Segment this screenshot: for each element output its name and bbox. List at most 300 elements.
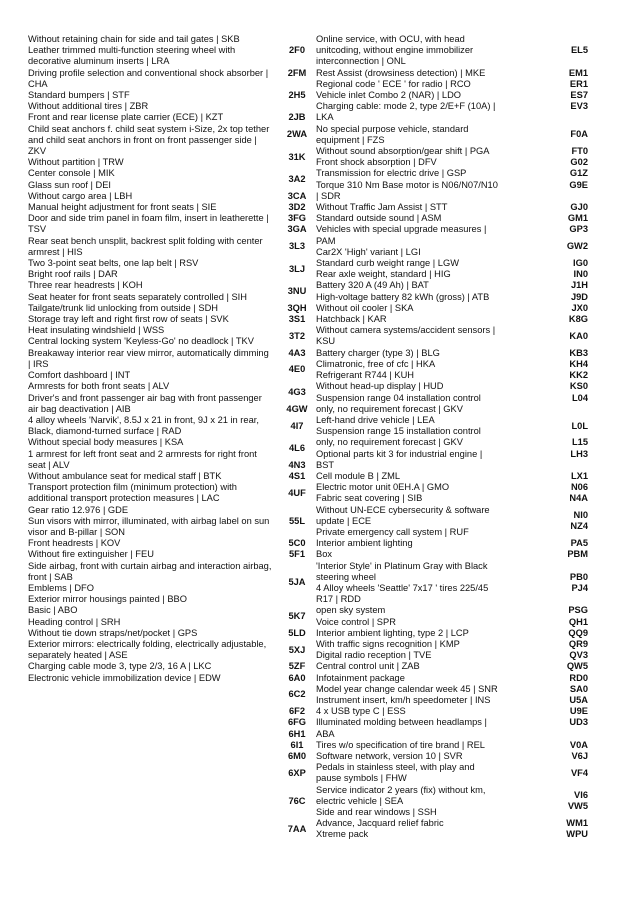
equipment-entry: Rear seat bench unsplit, backrest split folding with center armrest | HIS xyxy=(28,235,263,257)
description-line: Hatchback | KAR xyxy=(316,314,387,325)
option-row xyxy=(278,325,608,347)
option-code: 6I1 xyxy=(290,739,304,750)
equipment-code-group xyxy=(548,437,608,459)
option-code: 4I7 xyxy=(290,420,304,431)
description-line: interconnection | ONL xyxy=(316,56,406,67)
description-line: Digital radio reception | TVE xyxy=(316,650,432,661)
option-row xyxy=(278,673,608,684)
equipment-code: PJ4 xyxy=(571,582,588,593)
option-description xyxy=(316,684,548,706)
equipment-entry: Driver's and front passenger air bag with front passenger air bag deactivation | AIB xyxy=(28,392,262,414)
option-row xyxy=(278,381,608,403)
option-description xyxy=(316,628,548,639)
description-line: No special purpose vehicle, standard xyxy=(316,123,469,134)
equipment-code: QW5 xyxy=(566,661,588,672)
equipment-code-group xyxy=(548,258,608,280)
option-code: 5F1 xyxy=(288,549,306,560)
equipment-entry: Breakaway interior rear view mirror, automatically dimming | IRS xyxy=(28,347,269,369)
description-line: Car2X 'High' variant | LGI xyxy=(316,246,421,257)
equipment-entry: Electronic vehicle immobilization device | EDW xyxy=(28,672,221,683)
description-line: Left-hand drive vehicle | LEA xyxy=(316,414,435,425)
option-code: 3NU xyxy=(287,286,307,297)
equipment-code: GJ0 xyxy=(570,202,588,213)
equipment-code: ER1 xyxy=(569,78,588,89)
equipment-code: V0A xyxy=(569,739,588,750)
equipment-entry: Gear ratio 12.976 | GDE xyxy=(28,504,129,515)
equipment-code-group xyxy=(548,768,608,779)
option-code: 4A3 xyxy=(288,347,306,358)
option-row xyxy=(278,437,608,459)
option-description xyxy=(316,762,548,784)
description-line: ABA xyxy=(316,728,335,739)
equipment-code: QQ9 xyxy=(568,627,588,638)
description-line: Optional parts kit 3 for industrial engine | xyxy=(316,448,483,459)
equipment-code-group xyxy=(548,740,608,751)
equipment-entry: Without cargo area | LBH xyxy=(28,190,133,201)
equipment-code: U9E xyxy=(569,706,588,717)
option-row xyxy=(278,348,608,359)
option-row xyxy=(278,729,608,740)
description-line: Standard outside sound | ASM xyxy=(316,213,442,224)
description-line: Fabric seat covering | SIB xyxy=(316,493,423,504)
equipment-code-group xyxy=(548,482,608,504)
option-row xyxy=(278,538,608,549)
equipment-entry: Three rear headrests | KOH xyxy=(28,280,143,291)
equipment-code-group xyxy=(548,129,608,140)
option-row xyxy=(278,124,608,146)
equipment-entry: Without retaining chain for side and tail gates | SKB xyxy=(28,34,240,44)
option-description xyxy=(316,280,548,302)
option-description xyxy=(316,785,548,819)
description-line: Side and rear windows | SSH xyxy=(316,807,437,818)
equipment-code-group xyxy=(548,79,608,113)
equipment-code-group xyxy=(548,673,608,684)
description-line: Illuminated molding between headlamps | xyxy=(316,717,487,728)
equipment-entry: Storage tray left and right first row of seats | SVK xyxy=(28,314,229,325)
option-row xyxy=(278,706,608,717)
option-code: 6M0 xyxy=(287,751,307,761)
description-line: Without oil cooler | SKA xyxy=(316,302,414,313)
option-row xyxy=(278,639,608,661)
description-line: unitcoding, without engine immobilizer xyxy=(316,45,474,56)
option-code: 4L6 xyxy=(288,442,306,453)
option-code: 3QH xyxy=(287,302,307,313)
option-code: 5K7 xyxy=(288,610,306,621)
equipment-entry: 4 alloy wheels 'Narvik', 8.5J x 21 in front, 9J x 21 in rear, Black, diamond-turned surface | RAD xyxy=(28,414,259,437)
option-description xyxy=(316,605,548,627)
option-description xyxy=(316,415,548,437)
option-description xyxy=(316,34,548,68)
option-description xyxy=(316,471,548,482)
option-code: 5JA xyxy=(288,577,306,588)
description-line: Cell module B | ZML xyxy=(316,470,401,481)
description-line: Charging cable: mode 2, type 2/E+F (10A) | xyxy=(316,101,496,112)
option-description xyxy=(316,79,548,113)
equipment-code: GM1 xyxy=(567,213,588,224)
option-row xyxy=(278,505,608,539)
option-code: 4GW xyxy=(286,403,308,414)
option-row xyxy=(278,628,608,639)
equipment-code: N06 xyxy=(570,482,588,493)
description-line: only, no requirement forecast | GKV xyxy=(316,403,463,414)
equipment-entry: Driving profile selection and conventional shock absorber | CHA xyxy=(28,67,269,89)
equipment-code-group xyxy=(548,717,608,728)
equipment-entry: Emblems | DFO xyxy=(28,582,94,593)
description-line: Interior ambient lighting, type 2 | LCP xyxy=(316,627,469,638)
description-line: Rest Assist (drowsiness detection) | MKE xyxy=(316,67,486,78)
option-description xyxy=(316,661,548,672)
option-row xyxy=(278,404,608,415)
option-code: 4S1 xyxy=(288,470,306,481)
option-description xyxy=(316,561,548,606)
option-row xyxy=(278,471,608,482)
equipment-code-group xyxy=(548,572,608,594)
option-description xyxy=(316,325,548,347)
equipment-code: EV3 xyxy=(570,101,588,112)
equipment-code: KS0 xyxy=(569,381,588,392)
description-line: Regional code ' ECE ' for radio | RCO xyxy=(316,78,471,89)
description-line: Online service, with OCU, with head xyxy=(316,34,465,44)
description-line: Instrument insert, km/h speedometer | INS xyxy=(316,694,491,705)
option-description xyxy=(316,404,548,415)
option-code: 3A2 xyxy=(288,174,306,185)
option-code: 2F0 xyxy=(288,45,306,56)
equipment-entry: Two 3-point seat belts, one lap belt | RSV xyxy=(28,258,199,269)
option-description xyxy=(316,740,548,751)
description-line: equipment | FZS xyxy=(316,134,385,145)
equipment-entry: Charging cable mode 3, type 2/3, 16 A | LKC xyxy=(28,661,212,672)
description-line: KSU xyxy=(316,336,336,347)
equipment-code: UD3 xyxy=(569,717,588,728)
option-description xyxy=(316,124,548,146)
equipment-code-group xyxy=(548,213,608,224)
equipment-entry: Without additional tires | ZBR xyxy=(28,101,149,112)
option-code: 3L3 xyxy=(288,241,306,252)
equipment-code: SA0 xyxy=(569,683,588,694)
option-description xyxy=(316,706,548,717)
description-line: Suspension range 15 installation control xyxy=(316,426,481,437)
equipment-code-group xyxy=(548,146,608,168)
equipment-entry: 1 armrest for left front seat and 2 armrests for right front seat | ALV xyxy=(28,448,257,470)
equipment-code: KA0 xyxy=(569,330,588,341)
option-description xyxy=(316,751,548,762)
option-description xyxy=(316,549,548,560)
option-code: 6H1 xyxy=(288,728,306,739)
description-line: Software network, version 10 | SVR xyxy=(316,751,463,761)
option-code: 31K xyxy=(288,151,306,162)
option-description xyxy=(316,236,548,258)
option-row xyxy=(278,661,608,672)
equipment-code-group xyxy=(548,605,608,627)
option-description xyxy=(316,482,548,504)
option-description xyxy=(316,258,548,280)
equipment-code: U5A xyxy=(569,694,588,705)
option-row xyxy=(278,460,608,471)
option-code: 2H5 xyxy=(288,90,306,101)
option-code: 3T2 xyxy=(288,330,306,341)
equipment-entry: Manual height adjustment for front seats | SIE xyxy=(28,202,217,213)
option-row xyxy=(278,112,608,123)
equipment-code: K8G xyxy=(568,314,588,325)
option-row xyxy=(278,359,608,381)
option-description xyxy=(316,717,548,728)
description-line: steering wheel xyxy=(316,571,376,582)
option-row xyxy=(278,482,608,504)
equipment-code-group xyxy=(548,241,608,252)
equipment-code: WM1 xyxy=(566,818,588,829)
option-description xyxy=(316,146,548,168)
option-code: 5LD xyxy=(288,627,306,638)
description-line: Voice control | SPR xyxy=(316,616,396,627)
option-row xyxy=(278,751,608,762)
option-description xyxy=(316,818,548,840)
equipment-code: NI0 xyxy=(573,510,588,521)
option-code: 3S1 xyxy=(288,314,306,325)
option-description xyxy=(316,303,548,314)
equipment-code: RD0 xyxy=(569,672,588,683)
equipment-entry: Central locking system 'Keyless-Go' no deadlock | TKV xyxy=(28,336,254,347)
equipment-code: N4A xyxy=(569,493,588,504)
option-row xyxy=(278,303,608,314)
equipment-code: KB3 xyxy=(569,347,588,358)
option-description xyxy=(316,213,548,224)
equipment-entry: Sun visors with mirror, illuminated, with airbag label on sun visor and B-pillar | SON xyxy=(28,515,270,537)
option-description xyxy=(316,381,548,403)
equipment-entry: Door and side trim panel in foam film, insert in leatherette | TSV xyxy=(28,213,269,235)
equipment-code-group xyxy=(548,549,608,560)
equipment-entry: Leather trimmed multi-function steering wheel with decorative aluminum inserts | LRA xyxy=(28,45,236,67)
option-code: 5ZF xyxy=(288,661,306,672)
equipment-code: PB0 xyxy=(569,571,588,582)
option-row xyxy=(278,146,608,168)
option-code: 3FG xyxy=(287,213,307,224)
option-row xyxy=(278,224,608,235)
equipment-code: PA5 xyxy=(570,538,588,549)
equipment-entry: Side airbag, front with curtain airbag and interaction airbag, front | SAB xyxy=(28,560,272,582)
option-code: 6A0 xyxy=(288,672,306,683)
option-description xyxy=(316,505,548,539)
equipment-code: NZ4 xyxy=(570,521,588,532)
equipment-code: LX1 xyxy=(570,470,588,481)
option-row xyxy=(278,684,608,706)
equipment-code: L04 xyxy=(571,392,588,403)
equipment-entry: Child seat anchors f. child seat system i-Size, 2x top tether and child seat anchors in front on front passenger side | ZKV xyxy=(28,123,270,157)
option-row xyxy=(278,34,608,68)
option-code: 2WA xyxy=(286,129,308,140)
equipment-entry: Front headrests | KOV xyxy=(28,538,121,549)
equipment-code-group xyxy=(548,224,608,235)
description-line: Transmission for electric drive | GSP xyxy=(316,168,467,179)
description-line: Advance, Jacquard relief fabric xyxy=(316,818,444,829)
description-line: Central control unit | ZAB xyxy=(316,661,420,672)
description-line: LKA xyxy=(316,112,334,123)
description-line: With traffic signs recognition | KMP xyxy=(316,638,460,649)
description-line: Battery charger (type 3) | BLG xyxy=(316,347,440,358)
equipment-code: VW5 xyxy=(567,801,588,812)
option-row xyxy=(278,740,608,751)
equipment-code-group xyxy=(548,202,608,213)
equipment-code-group xyxy=(548,790,608,812)
description-line: R17 | RDD xyxy=(316,594,361,605)
equipment-code-group xyxy=(548,359,608,381)
equipment-entry: Glass sun roof | DEI xyxy=(28,179,112,190)
equipment-code-group xyxy=(548,168,608,190)
equipment-code: J1H xyxy=(570,280,588,291)
description-line: Refrigerant R744 | KUH xyxy=(316,370,415,381)
equipment-code-group xyxy=(548,818,608,840)
option-description xyxy=(316,348,548,359)
equipment-code: PSG xyxy=(568,605,588,616)
description-line: pause symbols | FHW xyxy=(316,773,407,784)
equipment-entry: Seat heater for front seats separately controlled | SIH xyxy=(28,291,247,302)
equipment-entry: Heading control | SRH xyxy=(28,616,121,627)
description-line: Rear axle weight, standard | HIG xyxy=(316,269,451,280)
option-row xyxy=(278,415,608,437)
description-line: Interior ambient lighting xyxy=(316,538,413,549)
option-row xyxy=(278,314,608,325)
equipment-entry: Front and rear license plate carrier (ECE) | KZT xyxy=(28,112,224,123)
equipment-code: L0L xyxy=(571,420,588,431)
equipment-entry: Center console | MIK xyxy=(28,168,115,179)
description-line: Box xyxy=(316,549,333,560)
description-line: update | ECE xyxy=(316,515,372,526)
option-description xyxy=(316,224,548,235)
option-description xyxy=(316,538,548,549)
equipment-code: J9D xyxy=(570,291,588,302)
equipment-code: VF4 xyxy=(570,767,588,778)
right-equipment-column xyxy=(278,34,608,841)
option-description xyxy=(316,112,548,123)
option-code: 4UF xyxy=(288,487,306,498)
equipment-entry: Without fire extinguisher | FEU xyxy=(28,549,154,560)
equipment-entry: Exterior mirrors: electrically folding, electrically adjustable, separately heated | ASE xyxy=(28,638,267,661)
description-line: Pedals in stainless steel, with play and xyxy=(316,762,475,773)
equipment-code: VI6 xyxy=(574,790,588,801)
option-description xyxy=(316,191,548,202)
description-line: only, no requirement forecast | GKV xyxy=(316,437,463,448)
equipment-code-group xyxy=(548,348,608,359)
description-line: Climatronic, free of cfc | HKA xyxy=(316,358,436,369)
description-line: Tires w/o specification of tire brand | REL xyxy=(316,739,485,750)
equipment-code-group xyxy=(548,538,608,549)
description-line: Vehicle inlet Combo 2 (NAR) | LDO xyxy=(316,90,462,101)
option-description xyxy=(316,68,548,79)
option-code: 6F2 xyxy=(288,706,306,717)
option-row xyxy=(278,561,608,606)
equipment-code-group xyxy=(548,639,608,661)
equipment-code-group xyxy=(548,751,608,762)
equipment-code: KH4 xyxy=(569,358,588,369)
equipment-code: V6J xyxy=(571,751,588,761)
option-row xyxy=(278,280,608,302)
option-code: 3D2 xyxy=(288,202,306,213)
option-description xyxy=(316,359,548,381)
description-line: BST xyxy=(316,459,335,470)
equipment-entry: Exterior mirror housings painted | BBO xyxy=(28,594,187,605)
option-code: 6XP xyxy=(288,767,306,778)
equipment-code: ES7 xyxy=(570,90,588,101)
option-code: 3LJ xyxy=(288,263,306,274)
description-line: Model year change calendar week 45 | SNR xyxy=(316,683,498,694)
description-line: Infotainment package xyxy=(316,672,405,683)
option-row xyxy=(278,258,608,280)
equipment-code-group xyxy=(548,684,608,706)
description-line: 'Interior Style' in Platinum Gray with Black xyxy=(316,560,488,571)
equipment-code: G1Z xyxy=(569,168,588,179)
option-row xyxy=(278,605,608,627)
equipment-code-group xyxy=(548,381,608,403)
left-equipment-column xyxy=(28,34,272,684)
equipment-code-group xyxy=(548,303,608,314)
option-description xyxy=(316,437,548,459)
option-description xyxy=(316,314,548,325)
description-line: PAM xyxy=(316,235,336,246)
equipment-entry: Armrests for both front seats | ALV xyxy=(28,381,170,392)
equipment-code-group xyxy=(548,314,608,325)
description-line: Torque 310 Nm Base motor is N06/N07/N10 xyxy=(316,179,498,190)
description-line: 4 x USB type C | ESS xyxy=(316,706,406,717)
equipment-code: KK2 xyxy=(569,370,588,381)
equipment-code-group xyxy=(548,661,608,672)
option-code: 76C xyxy=(288,795,306,806)
option-code: 5C0 xyxy=(288,538,306,549)
description-line: Service indicator 2 years (fix) without km, xyxy=(316,784,486,795)
equipment-entry: Comfort dashboard | INT xyxy=(28,370,131,381)
equipment-code: PBM xyxy=(567,549,588,560)
equipment-entry: Heat insulating windshield | WSS xyxy=(28,325,165,336)
option-row xyxy=(278,818,608,840)
equipment-code-group xyxy=(548,628,608,639)
option-code: 6FG xyxy=(287,717,307,728)
equipment-code: LH3 xyxy=(570,448,588,459)
equipment-code-group xyxy=(548,471,608,482)
equipment-code: EL5 xyxy=(570,45,588,56)
option-row xyxy=(278,202,608,213)
equipment-code: GW2 xyxy=(566,241,588,252)
equipment-code: IN0 xyxy=(573,269,588,280)
option-row xyxy=(278,549,608,560)
equipment-code-group xyxy=(548,510,608,532)
description-line: Without sound absorption/gear shift | PGA xyxy=(316,146,490,157)
equipment-entry: Without ambulance seat for medical staff | BTK xyxy=(28,470,222,481)
equipment-entry: Tailgate/trunk lid unlocking from outside | SDH xyxy=(28,302,218,313)
description-line: Xtreme pack xyxy=(316,829,369,840)
description-line: High-voltage battery 82 kWh (gross) | ATB xyxy=(316,291,490,302)
option-code: 4G3 xyxy=(288,386,306,397)
equipment-code: F0A xyxy=(570,129,588,140)
option-row xyxy=(278,168,608,190)
description-line: electric vehicle | SEA xyxy=(316,795,404,806)
option-description xyxy=(316,729,548,740)
option-code: 6C2 xyxy=(288,689,306,700)
description-line: Front shock absorption | DFV xyxy=(316,157,437,168)
option-row xyxy=(278,785,608,819)
equipment-code: IG0 xyxy=(573,258,588,269)
option-description xyxy=(316,168,548,190)
description-line: open sky system xyxy=(316,605,386,616)
description-line: Suspension range 04 installation control xyxy=(316,392,481,403)
description-line: Battery 320 A (49 Ah) | BAT xyxy=(316,280,429,291)
equipment-code-group xyxy=(548,421,608,432)
description-line: Electric motor unit 0EH.A | GMO xyxy=(316,482,450,493)
equipment-entry: Without special body measures | KSA xyxy=(28,437,184,448)
equipment-code: L15 xyxy=(571,437,588,448)
description-line: Vehicles with special upgrade measures | xyxy=(316,224,487,235)
description-line: Without UN-ECE cybersecurity & software xyxy=(316,504,490,515)
option-row xyxy=(278,191,608,202)
equipment-code: QH1 xyxy=(568,616,588,627)
equipment-entry: Basic | ABO xyxy=(28,605,78,616)
